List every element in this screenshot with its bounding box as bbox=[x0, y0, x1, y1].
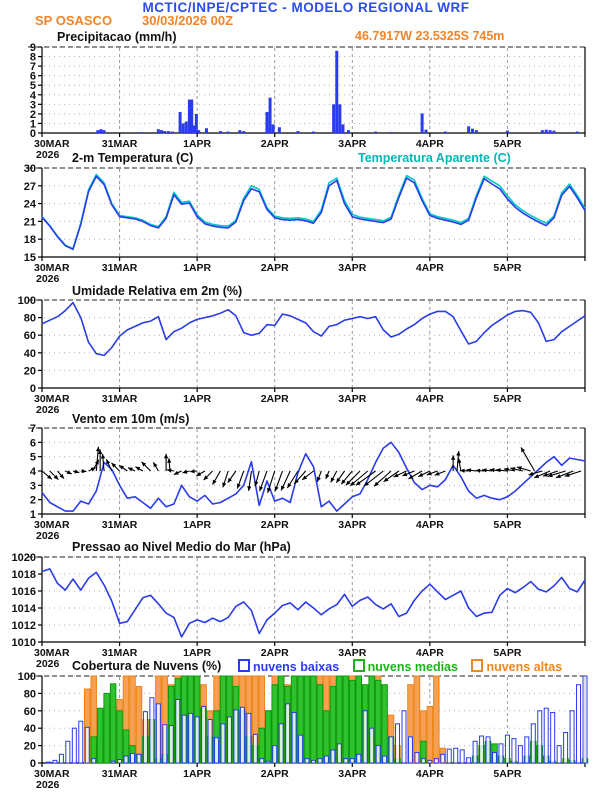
svg-text:1018: 1018 bbox=[11, 569, 36, 581]
svg-text:27: 27 bbox=[23, 180, 36, 193]
svg-text:4APR: 4APR bbox=[415, 647, 444, 659]
svg-text:2026: 2026 bbox=[36, 779, 60, 791]
page-title: MCTIC/INPE/CPTEC - MODELO REGIONAL WRF bbox=[142, 0, 470, 15]
legend-item-nuvens-medias: nuvens medias bbox=[353, 659, 458, 674]
svg-text:1APR: 1APR bbox=[183, 262, 212, 274]
svg-text:6: 6 bbox=[29, 70, 36, 83]
svg-text:5APR: 5APR bbox=[493, 647, 522, 659]
svg-text:31MAR: 31MAR bbox=[101, 768, 138, 780]
svg-text:1APR: 1APR bbox=[183, 647, 212, 659]
svg-text:2APR: 2APR bbox=[260, 393, 289, 405]
svg-text:30MAR: 30MAR bbox=[34, 138, 70, 150]
svg-text:3APR: 3APR bbox=[338, 647, 367, 659]
svg-text:4APR: 4APR bbox=[415, 393, 444, 405]
run-datetime: 30/03/2026 00Z bbox=[142, 13, 234, 28]
svg-text:2APR: 2APR bbox=[260, 519, 289, 531]
svg-text:1014: 1014 bbox=[11, 603, 36, 615]
apparent-temperature-legend: Temperatura Aparente (C) bbox=[358, 151, 511, 165]
svg-text:5APR: 5APR bbox=[493, 519, 522, 531]
svg-text:0: 0 bbox=[29, 383, 36, 395]
station-coordinates: 46.7917W 23.5325S 745m bbox=[355, 29, 505, 43]
svg-text:2026: 2026 bbox=[36, 273, 60, 285]
svg-text:7: 7 bbox=[29, 423, 36, 435]
svg-text:5APR: 5APR bbox=[493, 262, 522, 274]
svg-text:1: 1 bbox=[29, 118, 36, 131]
svg-text:31MAR: 31MAR bbox=[101, 262, 138, 274]
svg-text:20: 20 bbox=[23, 740, 36, 753]
svg-text:2026: 2026 bbox=[36, 149, 60, 161]
svg-text:3: 3 bbox=[29, 480, 36, 493]
svg-text:1APR: 1APR bbox=[183, 138, 212, 150]
svg-text:3APR: 3APR bbox=[338, 393, 367, 405]
svg-text:2APR: 2APR bbox=[260, 138, 289, 150]
svg-text:1016: 1016 bbox=[11, 586, 36, 598]
svg-text:7: 7 bbox=[29, 61, 36, 74]
wind-panel-title: Vento em 10m (m/s) bbox=[72, 412, 190, 426]
legend-item-nuvens-altas: nuvens altas bbox=[471, 659, 562, 674]
svg-text:2APR: 2APR bbox=[260, 768, 289, 780]
svg-text:2026: 2026 bbox=[36, 530, 60, 542]
svg-text:60: 60 bbox=[23, 705, 36, 718]
svg-text:40: 40 bbox=[23, 723, 36, 736]
svg-text:2: 2 bbox=[29, 108, 36, 121]
svg-text:30MAR: 30MAR bbox=[34, 262, 70, 274]
humidity-panel-title: Umidade Relativa em 2m (%) bbox=[72, 284, 243, 298]
svg-text:2APR: 2APR bbox=[260, 647, 289, 659]
svg-text:3APR: 3APR bbox=[338, 519, 367, 531]
pressure-panel-title: Pressao ao Nivel Medio do Mar (hPa) bbox=[72, 540, 291, 554]
svg-text:60: 60 bbox=[23, 330, 36, 343]
svg-text:6: 6 bbox=[29, 437, 36, 450]
precip-panel-title: Precipitacao (mm/h) bbox=[57, 30, 177, 44]
svg-text:5: 5 bbox=[29, 80, 36, 93]
panel-5 bbox=[18, 671, 588, 791]
svg-text:9: 9 bbox=[29, 42, 36, 54]
panel-0 bbox=[28, 42, 585, 161]
panel-4 bbox=[12, 552, 585, 670]
svg-text:1: 1 bbox=[29, 509, 36, 521]
svg-text:1020: 1020 bbox=[11, 552, 36, 564]
svg-text:4APR: 4APR bbox=[415, 138, 444, 150]
svg-text:80: 80 bbox=[23, 312, 36, 325]
svg-text:100: 100 bbox=[17, 295, 36, 307]
svg-text:5APR: 5APR bbox=[493, 138, 522, 150]
station-name: SP OSASCO bbox=[35, 13, 113, 28]
svg-text:1012: 1012 bbox=[11, 620, 36, 632]
legend-item-nuvens-baixas: nuvens baixas bbox=[238, 659, 339, 674]
svg-text:1APR: 1APR bbox=[183, 768, 212, 780]
svg-text:15: 15 bbox=[23, 252, 36, 264]
svg-text:4APR: 4APR bbox=[415, 262, 444, 274]
svg-text:5: 5 bbox=[29, 451, 36, 464]
svg-text:30MAR: 30MAR bbox=[34, 647, 70, 659]
svg-text:1APR: 1APR bbox=[183, 519, 212, 531]
svg-text:31MAR: 31MAR bbox=[101, 393, 138, 405]
svg-text:4: 4 bbox=[29, 89, 36, 102]
svg-text:8: 8 bbox=[29, 51, 36, 64]
panel-1 bbox=[24, 163, 585, 285]
svg-text:24: 24 bbox=[23, 198, 36, 211]
svg-text:21: 21 bbox=[23, 216, 36, 229]
svg-text:18: 18 bbox=[23, 234, 36, 247]
svg-text:4: 4 bbox=[29, 466, 36, 478]
svg-text:31MAR: 31MAR bbox=[101, 647, 138, 659]
svg-text:2026: 2026 bbox=[36, 658, 60, 670]
svg-text:3APR: 3APR bbox=[338, 138, 367, 150]
svg-text:31MAR: 31MAR bbox=[101, 519, 138, 531]
panel-3 bbox=[28, 423, 585, 542]
svg-text:30MAR: 30MAR bbox=[34, 393, 70, 405]
svg-text:0: 0 bbox=[29, 128, 36, 140]
panel-2 bbox=[18, 295, 585, 416]
svg-text:40: 40 bbox=[23, 347, 36, 360]
svg-text:5APR: 5APR bbox=[493, 768, 522, 780]
clouds-panel-title: Cobertura de Nuvens (%) bbox=[72, 659, 222, 673]
svg-text:3APR: 3APR bbox=[338, 768, 367, 780]
svg-text:31MAR: 31MAR bbox=[101, 138, 138, 150]
svg-text:100: 100 bbox=[17, 671, 36, 683]
svg-text:1APR: 1APR bbox=[183, 393, 212, 405]
svg-text:2026: 2026 bbox=[36, 404, 60, 416]
svg-text:0: 0 bbox=[29, 758, 36, 770]
svg-text:2: 2 bbox=[29, 494, 36, 507]
svg-text:30MAR: 30MAR bbox=[34, 768, 70, 780]
svg-text:5APR: 5APR bbox=[493, 393, 522, 405]
svg-text:30MAR: 30MAR bbox=[34, 519, 70, 531]
svg-text:3APR: 3APR bbox=[338, 262, 367, 274]
svg-text:2APR: 2APR bbox=[260, 262, 289, 274]
svg-text:30: 30 bbox=[23, 163, 36, 175]
temperature-panel-title: 2-m Temperatura (C) bbox=[72, 151, 194, 165]
svg-text:3: 3 bbox=[29, 99, 36, 112]
svg-text:20: 20 bbox=[23, 365, 36, 378]
svg-text:80: 80 bbox=[23, 688, 36, 701]
svg-text:4APR: 4APR bbox=[415, 768, 444, 780]
svg-text:1010: 1010 bbox=[11, 637, 36, 649]
svg-text:4APR: 4APR bbox=[415, 519, 444, 531]
